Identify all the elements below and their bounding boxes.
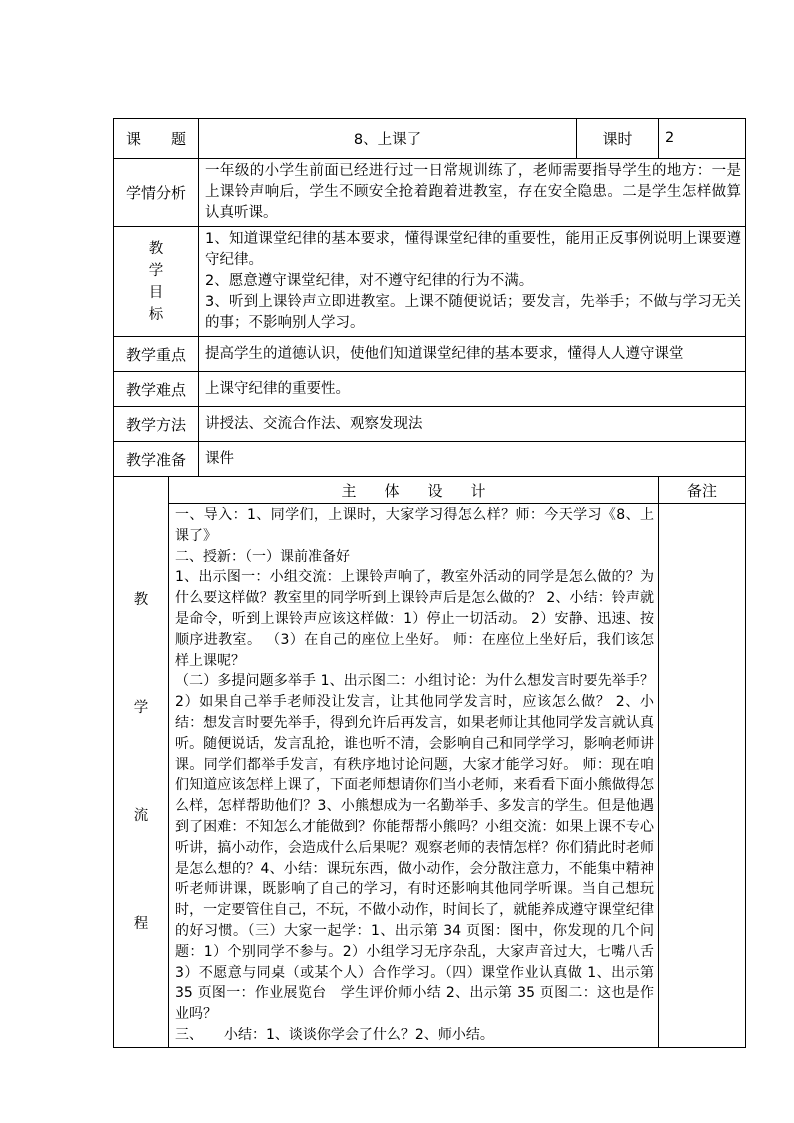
difficulty-row — [114, 372, 746, 407]
difficulty-label: 教学难点 — [114, 372, 199, 407]
preparation-text: 课件 — [199, 442, 746, 477]
process-label-char: 学 — [133, 699, 149, 716]
process-label — [114, 477, 169, 1048]
hours-value: 2 — [659, 119, 746, 159]
lesson-plan-table — [113, 118, 746, 1048]
preparation-label: 教学准备 — [114, 442, 199, 477]
lesson-title: 8、上课了 — [199, 119, 577, 159]
process-header-row — [114, 477, 746, 504]
goals-label-char: 教 — [148, 240, 164, 257]
goal-item: 1、知道课堂纪律的基本要求，懂得课堂纪律的重要性，能用正反事例说明上课要遵守纪律。 — [205, 231, 742, 268]
hours-label: 课时 — [577, 119, 659, 159]
analysis-label: 学情分析 — [114, 159, 199, 227]
goals-row — [114, 227, 746, 337]
remark-cell — [659, 504, 746, 1048]
goal-item: 2、愿意遵守课堂纪律，对不遵守纪律的行为不满。 — [205, 273, 534, 289]
process-label-char: 程 — [133, 915, 149, 932]
goals-label-char: 标 — [148, 306, 164, 323]
title-row — [114, 119, 746, 159]
process-text — [169, 504, 659, 1048]
process-paragraph: 二、授新：（一）课前准备好 — [175, 548, 350, 565]
process-label-char: 流 — [133, 807, 149, 824]
process-paragraph: 一、导入：1、同学们，上课时，大家学习得怎么样？师：今天学习《8、上课了》 — [175, 507, 655, 544]
title-label: 课 题 — [114, 119, 199, 159]
preparation-row — [114, 442, 746, 477]
method-row — [114, 407, 746, 442]
process-paragraph: （二）多提问题多举手 1、出示图二：小组讨论：为什么想发言时要先举手？ 2）如果自己举手老师没让发言，让其他同学发言时，应该怎么做？ 2、小结：想发言时要先举手，得到允许后再发言，如果老师让其他同学发言就认真听。随便说话，发言乱抢，谁也听不清，会影响自己和同学学习，影响老师讲课。同学们都举手发言，有秩序地讨论问题，大家才能学习好。 师：现在咱们知道应该怎样上课了，下面老师想请你们当小老师，来看看下面小熊做得怎么样，怎样帮助他们？3、小熊想成为一名勤举手、多发言的学生。但是他遇到了困难：不知怎么才能做到？你能帮帮小熊吗？小组交流：如果上课不专心听讲，搞小动作，会造成什么后果呢？观察老师的表情怎样？你们猜此时老师是怎么想的？4、小结：课玩东西，做小动作，会分散注意力，不能集中精神听老师讲课，既影响了自己的学习，有时还影响其他同学听课。当自己想玩时，一定要管住自己，不玩，不做小动作，时间长了，就能养成遵守课堂纪律的好习惯。（三）大家一起学：1、出示第 34 页图：图中，你发现的几个问题：1）个别同学不参与。2）小组学习无序杂乱，大家声音过大，七嘴八舌 3）不愿意与同桌（或某个人）合作学习。（四）课堂作业认真做 1、出示第 35 页图一：作业展览台 学生评价师小结 2、出示第 35 页图二：这也是作业吗？ — [175, 673, 655, 1023]
method-text: 讲授法、交流合作法、观察发现法 — [199, 407, 746, 442]
key-point-label: 教学重点 — [114, 337, 199, 372]
difficulty-text: 上课守纪律的重要性。 — [199, 372, 746, 407]
process-body-row — [114, 504, 746, 1048]
process-paragraph: 三、 小结：1、谈谈你学会了什么？2、师小结。 — [175, 1026, 494, 1043]
goals-label-char: 目 — [148, 284, 164, 301]
process-label-char: 教 — [133, 591, 149, 608]
analysis-text: 一年级的小学生前面已经进行过一日常规训练了，老师需要指导学生的地方：一是上课铃声响后，学生不顾安全抢着跑着进教室，存在安全隐患。二是学生怎样做算认真听课。 — [199, 159, 746, 227]
key-point-row — [114, 337, 746, 372]
goals-label-char: 学 — [148, 262, 164, 279]
goal-item: 3、听到上课铃声立即进教室。上课不随便说话；要发言，先举手；不做与学习无关的事；不影响别人学习。 — [205, 294, 742, 331]
method-label: 教学方法 — [114, 407, 199, 442]
process-main-header: 主体设计 — [169, 477, 659, 504]
process-paragraph: 1、出示图一：小组交流：上课铃声响了，教室外活动的同学是怎么做的？为什么要这样做？教室里的同学听到上课铃声后是怎么做的？ 2、小结：铃声就是命令，听到上课铃声应该这样做：1）停止一切活动。 2）安静、迅速、按顺序进教室。 （3）在自己的座位上坐好。 师：在座位上坐好后，我们该怎样上课呢？ — [175, 569, 655, 669]
goals-label — [114, 227, 199, 337]
key-point-text: 提高学生的道德认识，使他们知道课堂纪律的基本要求，懂得人人遵守课堂 — [199, 337, 746, 372]
goals-text — [199, 227, 746, 337]
remark-header: 备注 — [659, 477, 746, 504]
analysis-row — [114, 159, 746, 227]
